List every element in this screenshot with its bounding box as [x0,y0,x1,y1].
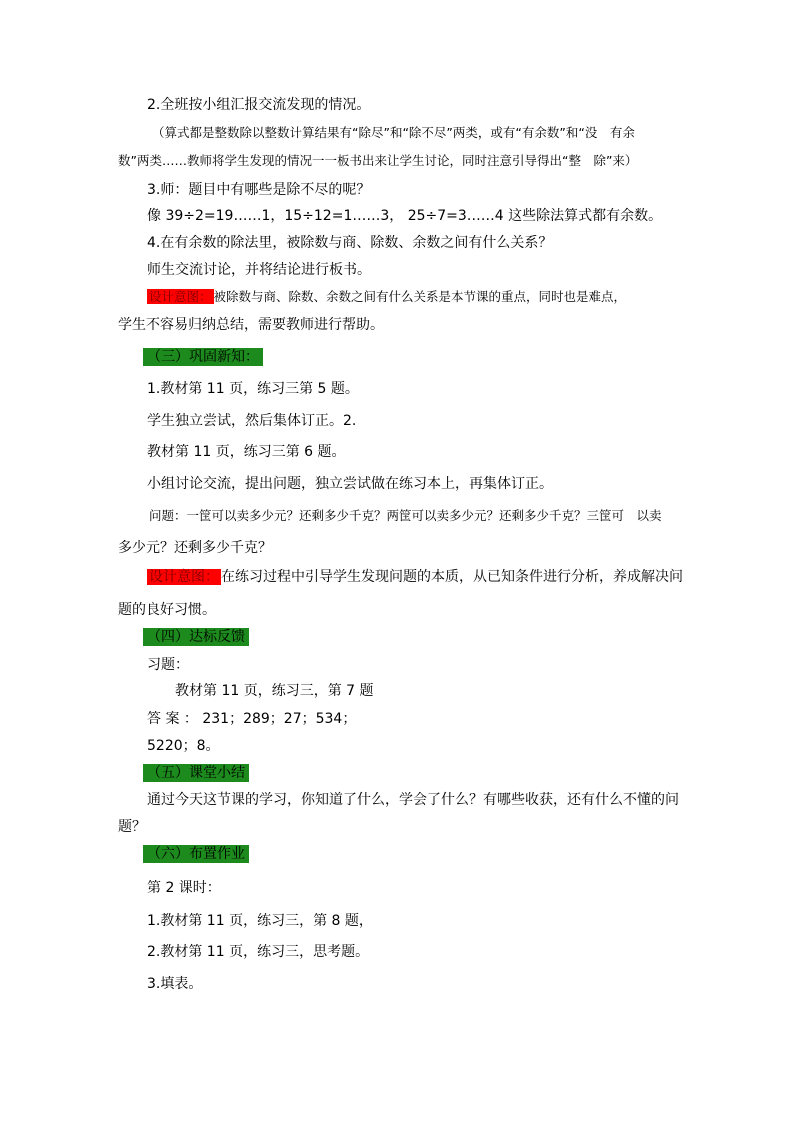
text-line: 第 2 课时： [147,880,221,896]
text-line: 通过今天这节课的学习，你知道了什么，学会了什么？有哪些收获，还有什么不懂的问 [147,792,679,808]
text-line: 题？ [118,819,146,835]
text-line: 在练习过程中引导学生发现问题的本质，从已知条件进行分析，养成解决问 [221,569,683,585]
section-heading [143,766,249,780]
text-line: 1.教材第 11 页，练习三第 5 题。 [147,381,359,397]
section-heading [143,847,249,861]
text-line: 师生交流讨论，并将结论进行板书。 [147,262,371,278]
section-heading-label: （三）巩固新知： [143,348,263,366]
text-line: 被除数与商、除数、余数之间有什么关系是本节课的重点，同时也是难点， [213,289,627,304]
text-line: 1.教材第 11 页，练习三，第 8 题， [147,913,373,929]
text-line: 学生独立尝试，然后集体订正。2. [147,413,357,429]
text-line: 数”两类……教师将学生发现的情况一一板书出来让学生讨论，同时注意引导得出“整 除”来） [118,153,638,168]
section-heading-label: （六）布置作业 [143,845,249,863]
section-heading-label: （四）达标反馈 [143,628,249,646]
text-line: 3.填表。 [147,976,203,992]
text-line: 4.在有余数的除法里，被除数与商、除数、余数之间有什么关系？ [147,235,553,251]
text-line: 教材第 11 页，练习三第 6 题。 [147,444,346,460]
design-intent-line [147,570,683,584]
design-intent-line [147,290,626,304]
text-line: 2.教材第 11 页，练习三，思考题。 [147,944,370,960]
text-line: 问题：一筐可以卖多少元？还剩多少千克？两筐可以卖多少元？还剩多少千克？三筐可 以卖 [149,508,662,523]
text-line: 学生不容易归纳总结，需要教师进行帮助。 [118,317,384,333]
text-line: 多少元？还剩多少千克？ [118,540,272,556]
text-line: （算式都是整数除以整数计算结果有“除尽”和“除不尽”两类，或有“有余数”和“没 有余 [152,125,635,140]
text-line: 像 39÷2=19……1，15÷12=1……3， 25÷7=3……4 这些除法算式都有余数。 [147,208,663,224]
text-line: 习题： [147,657,189,673]
section-heading-label: （五）课堂小结 [143,764,249,782]
text-line: 教材第 11 页，练习三，第 7 题 [175,683,374,699]
text-line: 题的良好习惯。 [118,602,216,618]
text-line: 3.师：题目中有哪些是除不尽的呢？ [147,182,371,198]
design-intent-tag: 设计意图： [149,289,212,304]
text-line: 答 案 ： 231；289；27；534； [147,711,357,727]
section-heading [143,630,249,644]
design-intent-tag: 设计意图： [149,569,219,585]
text-line: 2.全班按小组汇报交流发现的情况。 [147,97,371,113]
text-line: 小组讨论交流，提出问题，独立尝试做在练习本上，再集体订正。 [147,476,553,492]
section-heading [143,350,263,364]
text-line: 5220；8。 [147,738,220,754]
